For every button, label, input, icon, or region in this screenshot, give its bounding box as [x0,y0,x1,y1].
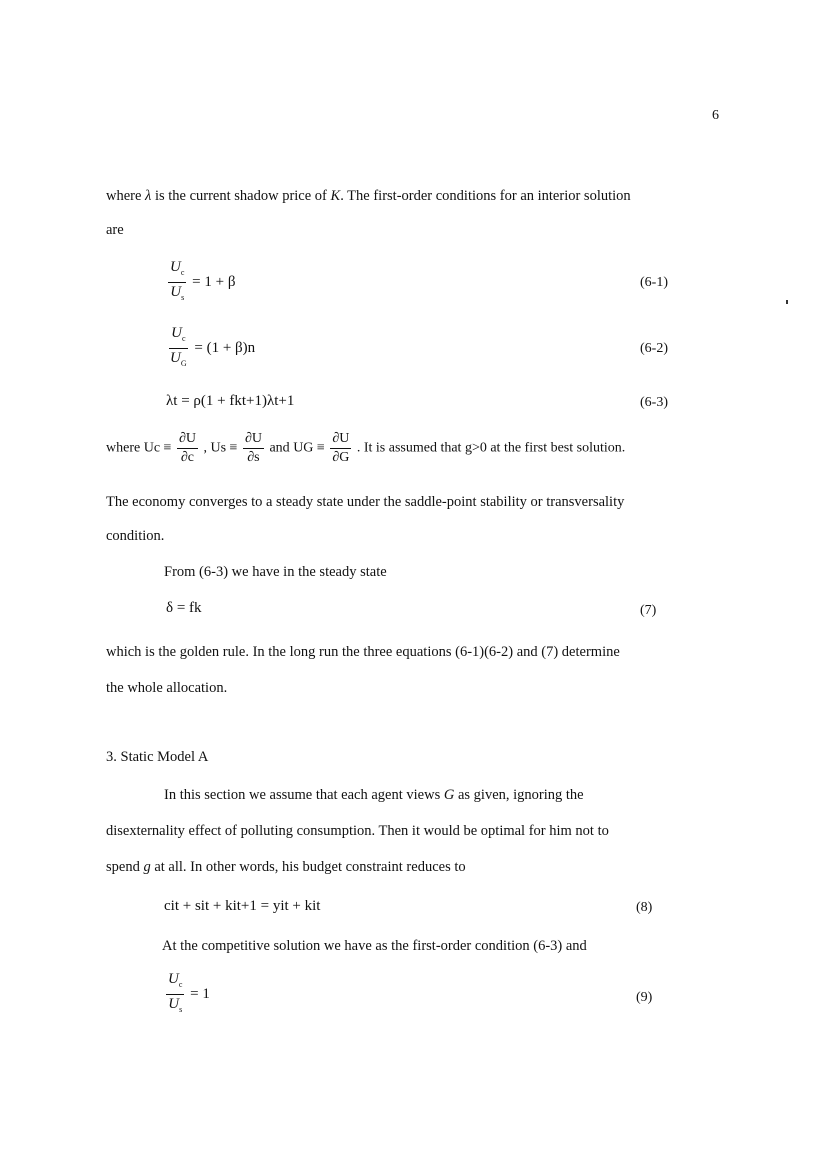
numerator-sub: c [180,268,185,277]
equation-6-3: λt = ρ(1 + fkt+1)λt+1 [166,393,295,409]
scan-speck [786,300,788,304]
K-symbol: K [330,188,341,204]
partial-den: ∂G [332,450,350,465]
para4-text-d: at all. In other words, his budget constraint reduces to [150,859,466,875]
numerator: U [171,325,182,341]
UG-def: UG ≡ [293,440,325,456]
g-symbol: g [143,859,151,875]
partial-den: ∂c [180,450,195,465]
para4-text-b: as given, ignoring the [454,787,584,803]
para4-line3 [106,859,466,876]
partial-num: ∂U [243,430,264,449]
partial-fraction-c [177,430,198,467]
para4-line2: disexternality effect of polluting consumption. Then it would be optimal for him not to [106,823,609,839]
numerator: U [168,971,179,987]
from-line: From (6-3) we have in the steady state [164,564,387,580]
fraction [168,258,186,307]
para3-line2: the whole allocation. [106,680,228,696]
para1-text-mid: is the current shadow price of [151,188,331,204]
eq-label-8: (8) [636,900,653,915]
equation-9 [164,970,210,1019]
para1-line2: are [106,222,124,238]
assumption-text: . It is assumed that g>0 at the first best solution. [356,440,626,456]
partial-num: ∂U [177,430,198,449]
equation-7: δ = fk [166,600,202,616]
where-text: where [106,440,141,456]
page-number: 6 [712,108,719,123]
numerator-sub: c [181,334,186,343]
partial-den: ∂s [247,450,260,465]
denominator-sub: G [180,359,187,368]
para2-line1: The economy converges to a steady state under the saddle-point stability or transversality [106,494,625,510]
partial-fraction-G [330,430,351,467]
para1-text: where [106,188,146,204]
numerator: U [170,259,181,275]
para3-line1: which is the golden rule. In the long run the three equations (6-1)(6-2) and (7) determine [106,644,620,660]
partial-fraction-s [243,430,264,467]
equation-6-2 [166,324,255,373]
rhs: = 1 [190,985,210,1002]
para1-line1 [106,188,631,205]
section-heading: 3. Static Model A [106,749,209,765]
para4-text-c: spend [106,859,144,875]
fraction [168,324,189,373]
eq-label-6-1: (6-1) [640,275,668,290]
eq-label-7: (7) [640,603,657,618]
equation-6-1 [166,258,235,307]
para1-text-post: . The first-order conditions for an interior solution [340,188,631,204]
partial-num: ∂U [330,430,351,449]
competitive-line: At the competitive solution we have as the first-order condition (6-3) and [162,938,587,954]
para4-line1 [164,787,584,804]
lambda-symbol: λ [145,188,152,204]
Uc-def: Uc ≡ [143,440,172,456]
eq-label-6-2: (6-2) [640,341,668,356]
fraction [166,970,184,1019]
rhs: = (1 + β)n [194,339,256,356]
denominator: U [170,284,182,300]
G-symbol: G [443,787,455,803]
denominator-sub: s [179,1005,183,1014]
definitions-line [106,430,625,467]
para2-line2: condition. [106,528,165,544]
Us-def: , Us ≡ [203,440,238,456]
para4-text-a: In this section we assume that each agent views [164,787,444,803]
denominator: U [168,996,180,1012]
numerator-sub: c [178,980,183,989]
equation-8: cit + sit + kit+1 = yit + kit [164,898,321,914]
rhs: = 1 + β [192,273,236,290]
denominator: U [170,350,181,366]
eq-label-6-3: (6-3) [640,395,668,410]
and-text: and [269,440,290,456]
denominator-sub: s [181,293,185,302]
eq-label-9: (9) [636,990,653,1005]
